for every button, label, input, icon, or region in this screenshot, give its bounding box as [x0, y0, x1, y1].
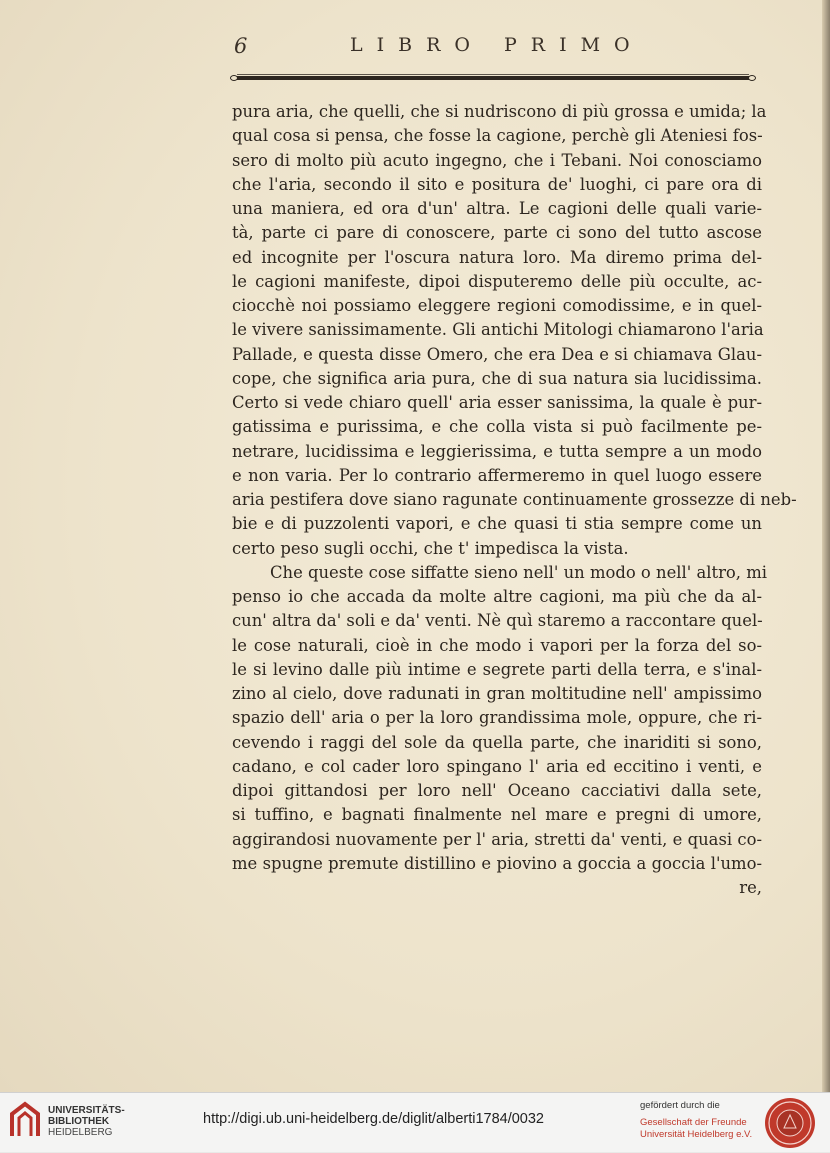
text-line: dipoi gittandosi per loro nell' Oceano cacciativi dalla sete, [232, 781, 762, 800]
page-number: 6 [234, 34, 248, 58]
text-line: ed incognite per l'oscura natura loro. Ma diremo prima del- [232, 247, 762, 267]
text-line: una maniera, ed ora d'un' altra. Le cagioni delle quali varie- [232, 199, 762, 218]
ub-heidelberg-logo-icon[interactable] [8, 1100, 42, 1140]
text-line: gatissima e purissima, e che colla vista si può facilmente pe- [232, 417, 762, 437]
text-line: Che queste cose siffatte sieno nell' un modo o nell' altro, mi [270, 562, 767, 582]
text-line: penso io che accada da molte altre cagioni, ma più che da al- [232, 587, 762, 606]
library-name-line2: BIBLIOTHEK [48, 1116, 110, 1127]
text-line: aria pestifera dove siano ragunate continuamente grossezze di neb- [232, 490, 797, 509]
sponsor-org-line2[interactable]: Universität Heidelberg e.V. [640, 1129, 753, 1140]
library-name-line3: HEIDELBERG [48, 1127, 113, 1138]
text-line: le cose naturali, cioè in che modo i vapori per la forza del so- [232, 635, 762, 655]
text-line: cadano, e col cader loro spingano l' aria ed eccitino i venti, e [232, 756, 762, 776]
text-line: qual cosa si pensa, che fosse la cagione, perchè gli Ateniesi fos- [232, 126, 763, 146]
text-line: sero di molto più acuto ingegno, che i Tebani. Noi conosciamo [232, 150, 762, 170]
text-line: zino al cielo, dove radunati in gran moltitudine nell' ampissimo [232, 684, 762, 703]
text-line: Pallade, e questa disse Omero, che era Dea e si chiamava Glau- [232, 344, 762, 364]
page-header [232, 30, 762, 60]
university-seal-icon[interactable] [764, 1097, 816, 1149]
library-name-line1: UNIVERSITÄTS- [48, 1105, 125, 1116]
footer-bar [0, 1092, 830, 1152]
library-name [48, 1105, 125, 1138]
page-edge-shadow [822, 0, 830, 1092]
text-line: spazio dell' aria o per la loro grandissima mole, oppure, che ri- [232, 708, 762, 728]
text-line: bie e di puzzolenti vapori, e che quasi ti stia sempre come un [232, 514, 762, 534]
header-rule [230, 74, 756, 80]
text-line: si tuffino, e bagnati finalmente nel mare e pregni di umore, [232, 805, 762, 825]
text-line: me spugne premute distillino e piovino a goccia a goccia l'umo- [232, 853, 762, 873]
text-line: Certo si vede chiaro quell' aria esser sanissima, la quale è pur- [232, 393, 762, 412]
text-line: che l'aria, secondo il sito e positura de' luoghi, ci pare ora di [232, 174, 762, 194]
text-line: certo peso sugli occhi, che t' impedisca la vista. [232, 538, 629, 558]
text-line: re, [739, 878, 762, 897]
text-line: aggirandosi nuovamente per l' aria, stretti da' venti, e quasi co- [232, 829, 762, 849]
text-line: le cagioni manifeste, dipoi disputeremo delle più occulte, ac- [232, 271, 762, 291]
text-line: tà, parte ci pare di conoscere, parte ci sono del tutto ascose [232, 223, 762, 243]
body-text [232, 100, 797, 900]
text-line: cope, che significa aria pura, che di sua natura sia lucidissima. [232, 368, 762, 388]
text-line: cun' altra da' soli e da' venti. Nè quì staremo a raccontare quel- [232, 611, 763, 631]
text-line: ciocchè noi possiamo eleggere regioni comodissime, e in quel- [232, 296, 762, 315]
permalink-url[interactable]: http://digi.ub.uni-heidelberg.de/diglit/alberti1784/0032 [203, 1111, 544, 1127]
text-line: pura aria, che quelli, che si nudriscono di più grossa e umida; la [232, 102, 767, 121]
sponsor-credit [640, 1100, 752, 1141]
text-line: le vivere sanissimamente. Gli antichi Mitologi chiamarono l'aria [232, 320, 764, 340]
text-line: le si levino dalle più intime e segrete parti della terra, e s'inal- [232, 659, 762, 679]
running-title: LIBRO PRIMO [350, 34, 644, 56]
sponsor-org-line1[interactable]: Gesellschaft der Freunde [640, 1117, 747, 1128]
text-line: e non varia. Per lo contrario affermeremo in quel luogo essere [232, 465, 762, 485]
text-line: cevendo i raggi del sole da quella parte, che inariditi si sono, [232, 732, 762, 752]
text-line: netrare, lucidissima e leggierissima, e tutta sempre a un modo [232, 441, 762, 461]
sponsor-label: gefördert durch die [640, 1100, 720, 1111]
